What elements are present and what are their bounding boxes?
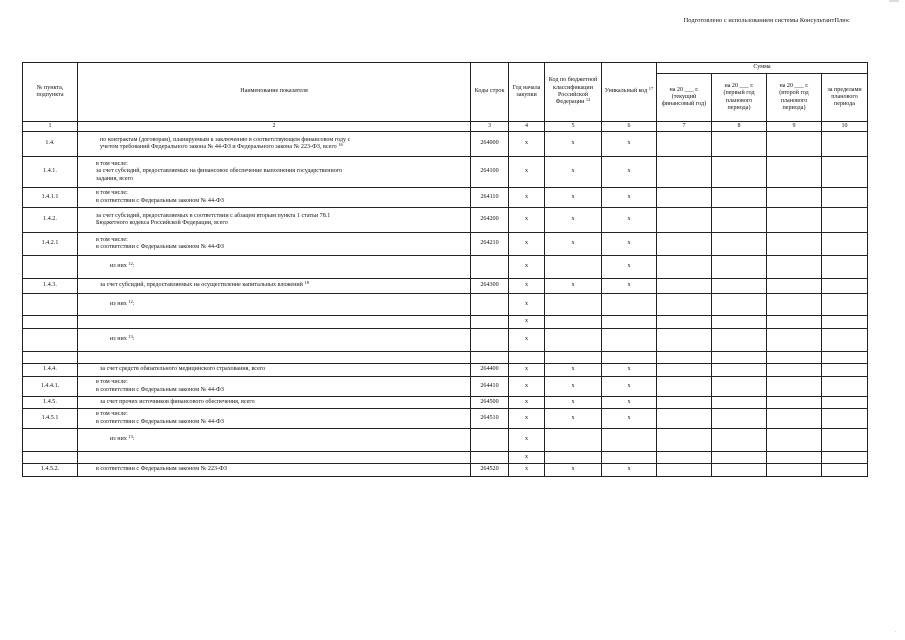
sum-input-cell: [822, 377, 868, 397]
sum-input-cell: [712, 377, 767, 397]
year-cell: x: [509, 464, 545, 477]
col-header-year: Год начала закупки: [509, 63, 545, 122]
sum-input-cell: [657, 157, 712, 188]
table-row: [23, 157, 868, 188]
unique-code-cell: x: [602, 132, 657, 157]
kbk-cell: x: [545, 233, 602, 256]
year-cell: x: [509, 329, 545, 352]
sum-input-cell: [657, 279, 712, 294]
indicator-name: [78, 233, 471, 256]
row-code: 264110: [471, 188, 509, 208]
year-cell: x: [509, 208, 545, 233]
unique-code-cell: x: [602, 157, 657, 188]
sum-input-cell: [822, 208, 868, 233]
col-header-current-year: на 20 ___ г. (текущий финансовый год): [657, 74, 712, 122]
indicator-name: [78, 377, 471, 397]
sum-input-cell: [767, 452, 822, 464]
row-number: [23, 329, 78, 352]
table-row: [23, 208, 868, 233]
sum-input-cell: [712, 188, 767, 208]
year-cell: x: [509, 188, 545, 208]
indicator-name-line: [80, 237, 468, 244]
unique-code-cell: [602, 352, 657, 364]
indicator-name: [78, 132, 471, 157]
indicator-name-line: [80, 220, 468, 227]
sum-input-cell: [822, 132, 868, 157]
sum-input-cell: [712, 429, 767, 452]
sum-input-cell: [822, 464, 868, 477]
indicator-name: [78, 316, 471, 329]
report-table: [22, 62, 868, 477]
year-cell: x: [509, 409, 545, 429]
prepared-by-note: Подготовлено с использованием системы КонсультантПлюс: [683, 17, 850, 24]
indicator-name-text: в том числе:: [96, 411, 128, 418]
unique-code-cell: x: [602, 364, 657, 377]
year-cell: x: [509, 279, 545, 294]
col-header-name: Наименование показателя: [78, 63, 471, 122]
sum-input-cell: [822, 329, 868, 352]
sum-input-cell: [657, 377, 712, 397]
indicator-name-text: по контрактам (договорам), планируемым к заключению в соответствующем финансовом году с: [100, 136, 351, 143]
kbk-cell: x: [545, 279, 602, 294]
indicator-name-line: [80, 190, 468, 197]
unique-code-cell: x: [602, 409, 657, 429]
row-code: 264410: [471, 377, 509, 397]
sum-input-cell: [767, 329, 822, 352]
sum-input-cell: [767, 409, 822, 429]
table-row: [23, 397, 868, 409]
sum-input-cell: [822, 157, 868, 188]
kbk-footnote: 12: [585, 97, 591, 103]
footnote-mark: 13: [128, 434, 133, 440]
row-code: 264210: [471, 233, 509, 256]
indicator-name-text: в соответствии с Федеральным законом № 44-ФЗ: [96, 418, 224, 425]
sum-input-cell: [822, 409, 868, 429]
indicator-name: [78, 294, 471, 316]
table-row: [23, 188, 868, 208]
column-index-cell: 2: [78, 122, 471, 132]
unique-code-cell: [602, 329, 657, 352]
year-cell: x: [509, 132, 545, 157]
sum-input-cell: [767, 233, 822, 256]
table-head: [23, 63, 868, 132]
indicator-name: [78, 409, 471, 429]
indicator-name-line: [80, 144, 468, 151]
sum-input-cell: [767, 397, 822, 409]
indicator-name-line: [80, 168, 468, 175]
indicator-name-text: задания, всего: [96, 175, 134, 182]
col-header-num: № пункта, подпункта: [23, 63, 78, 122]
col-header-beyond-plan: за пределами планового периода: [822, 74, 868, 122]
unique-code-cell: [602, 294, 657, 316]
sum-input-cell: [822, 352, 868, 364]
scan-artifact: [889, 0, 899, 2]
sum-input-cell: [712, 256, 767, 279]
row-code: [471, 294, 509, 316]
sum-input-cell: [822, 452, 868, 464]
indicator-name-text: за счет субсидий, предоставляемых на финансовое обеспечение выполнения государственного: [96, 168, 343, 175]
indicator-name-text: в соответствии с Федеральным законом № 44-ФЗ: [96, 386, 224, 393]
row-code: 264510: [471, 409, 509, 429]
indicator-name-text: из них: [110, 300, 127, 307]
year-cell: x: [509, 294, 545, 316]
sum-input-cell: [767, 188, 822, 208]
indicator-name: [78, 157, 471, 188]
sum-input-cell: [657, 464, 712, 477]
table-row: [23, 294, 868, 316]
unique-code-cell: x: [602, 397, 657, 409]
sum-input-cell: [767, 132, 822, 157]
indicator-name: [78, 429, 471, 452]
kbk-cell: x: [545, 364, 602, 377]
column-index-row: [23, 122, 868, 132]
indicator-name-text: в соответствии с Федеральным законом № 44-ФЗ: [96, 244, 224, 250]
indicator-name-line: [80, 379, 468, 386]
indicator-name-text: в соответствии с Федеральным законом № 223-ФЗ: [96, 466, 227, 473]
indicator-name-text: за счет субсидий, предоставляемых на осуществление капитальных вложений: [100, 282, 303, 289]
row-code: [471, 329, 509, 352]
footnote-mark: 16: [338, 142, 343, 147]
row-code: 264500: [471, 397, 509, 409]
kbk-cell: x: [545, 409, 602, 429]
indicator-name-text: за счет средств обязательного медицинского страхования, всего: [100, 366, 266, 373]
table-body: [23, 132, 868, 477]
column-index-cell: 5: [545, 122, 602, 132]
row-code: [471, 452, 509, 464]
indicator-name-line: [80, 387, 468, 394]
row-number: 1.4.4.: [23, 364, 78, 377]
indicator-name-line: [80, 176, 468, 183]
sum-input-cell: [822, 188, 868, 208]
row-code: 264300: [471, 279, 509, 294]
sum-input-cell: [767, 208, 822, 233]
sum-input-cell: [767, 464, 822, 477]
indicator-name-line: [80, 366, 468, 373]
indicator-name-line: [80, 213, 468, 220]
sum-input-cell: [657, 132, 712, 157]
column-index-cell: 9: [767, 122, 822, 132]
sum-input-cell: [822, 397, 868, 409]
indicator-name-text: в том числе:: [96, 161, 128, 168]
sum-input-cell: [822, 429, 868, 452]
sum-input-cell: [822, 294, 868, 316]
sum-input-cell: [767, 294, 822, 316]
sum-input-cell: [657, 409, 712, 429]
sum-input-cell: [712, 452, 767, 464]
kbk-cell: x: [545, 188, 602, 208]
row-number: 1.4.2.1: [23, 233, 78, 256]
year-cell: x: [509, 316, 545, 329]
unique-code-cell: [602, 429, 657, 452]
indicator-name-text: в том числе:: [96, 236, 128, 243]
indicator-name-line: [80, 282, 468, 289]
footnote-mark: 12: [128, 298, 133, 304]
indicator-name: [78, 364, 471, 377]
kbk-cell: x: [545, 377, 602, 397]
indicator-name: [78, 279, 471, 294]
unique-code-label: Уникальный код: [604, 88, 648, 95]
kbk-cell: [545, 452, 602, 464]
row-code: [471, 316, 509, 329]
footnote-mark: 12: [128, 261, 133, 267]
row-number: [23, 352, 78, 364]
table-row: [23, 132, 868, 157]
col-header-plan-year-2: на 20 ___ г. (второй год планового периода): [767, 74, 822, 122]
indicator-name: [78, 464, 471, 477]
sum-input-cell: [767, 429, 822, 452]
table-row: [23, 233, 868, 256]
table-row: [23, 329, 868, 352]
kbk-cell: [545, 329, 602, 352]
indicator-name-text: учетом требований Федерального закона № 44-ФЗ и Федерального закона № 223-ФЗ, всего: [100, 144, 337, 150]
footnote-mark: 18: [304, 280, 309, 286]
table-row: [23, 377, 868, 397]
sum-input-cell: [712, 409, 767, 429]
column-index-cell: 8: [712, 122, 767, 132]
sum-input-cell: [712, 397, 767, 409]
sum-input-cell: [822, 256, 868, 279]
row-code: 264200: [471, 208, 509, 233]
indicator-name-text: из них: [110, 263, 127, 270]
sum-input-cell: [712, 352, 767, 364]
sum-input-cell: [657, 208, 712, 233]
indicator-name-line: [80, 419, 468, 426]
indicator-name: [78, 256, 471, 279]
column-index-cell: 7: [657, 122, 712, 132]
sum-input-cell: [712, 316, 767, 329]
kbk-cell: x: [545, 464, 602, 477]
sum-input-cell: [712, 464, 767, 477]
indicator-name: [78, 329, 471, 352]
year-cell: x: [509, 364, 545, 377]
unique-code-cell: x: [602, 256, 657, 279]
sum-input-cell: [712, 364, 767, 377]
sum-input-cell: [767, 256, 822, 279]
indicator-name-line: [80, 466, 468, 473]
kbk-cell: x: [545, 397, 602, 409]
sum-input-cell: [712, 294, 767, 316]
sum-input-cell: [767, 279, 822, 294]
indicator-name-text: в соответствии с Федеральным законом № 44-ФЗ: [96, 197, 224, 204]
indicator-name-line: [80, 244, 468, 251]
row-number: 1.4.1.1: [23, 188, 78, 208]
unique-code-cell: [602, 452, 657, 464]
scan-corner-mark: ·: [894, 628, 897, 636]
kbk-cell: [545, 352, 602, 364]
indicator-name-line: из них $^{12}$:: [110, 261, 135, 270]
unique-code-cell: x: [602, 233, 657, 256]
indicator-name-line: [80, 399, 468, 406]
sum-input-cell: [712, 132, 767, 157]
row-number: [23, 256, 78, 279]
table-row: [23, 316, 868, 329]
kbk-cell: x: [545, 132, 602, 157]
column-index-cell: 10: [822, 122, 868, 132]
sum-input-cell: [657, 233, 712, 256]
year-cell: [509, 352, 545, 364]
indicator-name-text: Бюджетного кодекса Российской Федерации, всего: [96, 220, 228, 226]
sum-input-cell: [657, 429, 712, 452]
row-number: [23, 316, 78, 329]
col-header-sum: Сумма: [657, 63, 868, 74]
sum-input-cell: [712, 233, 767, 256]
indicator-name-text: из них: [110, 436, 127, 443]
row-code: [471, 256, 509, 279]
kbk-cell: x: [545, 157, 602, 188]
year-cell: x: [509, 429, 545, 452]
unique-code-cell: x: [602, 377, 657, 397]
row-code: 264100: [471, 157, 509, 188]
col-header-kbk: [545, 63, 602, 122]
table-row: [23, 429, 868, 452]
indicator-name-line: [80, 137, 468, 144]
table-row: [23, 409, 868, 429]
indicator-name-text: в том числе:: [96, 190, 128, 197]
indicator-name-line: из них $^{13}$:: [110, 334, 135, 343]
sum-input-cell: [657, 256, 712, 279]
sum-input-cell: [657, 188, 712, 208]
sum-input-cell: [712, 279, 767, 294]
table-row: [23, 279, 868, 294]
unique-code-cell: x: [602, 279, 657, 294]
kbk-cell: [545, 256, 602, 279]
indicator-name-line: из них $^{13}$:: [110, 434, 135, 443]
column-index-cell: 6: [602, 122, 657, 132]
sum-input-cell: [822, 279, 868, 294]
unique-code-footnote: 17: [648, 86, 654, 92]
row-number: 1.4.5.: [23, 397, 78, 409]
row-code: [471, 352, 509, 364]
indicator-name-line: [80, 198, 468, 205]
sum-input-cell: [822, 364, 868, 377]
row-code: 264520: [471, 464, 509, 477]
col-header-unique-code: [602, 63, 657, 122]
sum-input-cell: [712, 157, 767, 188]
sum-input-cell: [657, 364, 712, 377]
row-number: [23, 294, 78, 316]
kbk-cell: x: [545, 208, 602, 233]
sum-input-cell: [657, 329, 712, 352]
row-number: [23, 429, 78, 452]
row-code: 264000: [471, 132, 509, 157]
row-number: 1.4.1.: [23, 157, 78, 188]
sum-input-cell: [767, 352, 822, 364]
row-number: [23, 452, 78, 464]
sum-input-cell: [767, 377, 822, 397]
sum-input-cell: [657, 352, 712, 364]
sum-input-cell: [657, 452, 712, 464]
sum-input-cell: [767, 157, 822, 188]
indicator-name-line: из них $^{12}$:: [110, 298, 135, 307]
unique-code-cell: [602, 316, 657, 329]
kbk-label: Код по бюджетной классификации Российской Федерации: [548, 77, 598, 106]
unique-code-cell: x: [602, 208, 657, 233]
sum-input-cell: [822, 316, 868, 329]
kbk-cell: [545, 316, 602, 329]
sum-input-cell: [712, 208, 767, 233]
year-cell: x: [509, 256, 545, 279]
row-number: 1.4.2.: [23, 208, 78, 233]
indicator-name-text: за счет субсидий, предоставляемых в соответствии с абзацем вторым пункта 1 статьи 78.1: [96, 212, 331, 219]
footnote-mark: 13: [128, 334, 133, 340]
year-cell: x: [509, 452, 545, 464]
unique-code-cell: x: [602, 188, 657, 208]
table-row: [23, 352, 868, 364]
indicator-name-text: за счет прочих источников финансового обеспечения, всего: [100, 398, 255, 405]
row-number: 1.4.3.: [23, 279, 78, 294]
year-cell: x: [509, 157, 545, 188]
indicator-name: [78, 188, 471, 208]
year-cell: x: [509, 377, 545, 397]
kbk-cell: [545, 429, 602, 452]
sum-input-cell: [767, 364, 822, 377]
row-number: 1.4.: [23, 132, 78, 157]
table-row: [23, 452, 868, 464]
column-index-cell: 4: [509, 122, 545, 132]
year-cell: x: [509, 397, 545, 409]
row-code: [471, 429, 509, 452]
sum-input-cell: [657, 294, 712, 316]
indicator-name-line: [80, 411, 468, 418]
indicator-name: [78, 452, 471, 464]
year-cell: x: [509, 233, 545, 256]
indicator-name-text: в том числе:: [96, 379, 128, 386]
row-number: 1.4.5.1: [23, 409, 78, 429]
row-number: 1.4.5.2.: [23, 464, 78, 477]
sum-input-cell: [767, 316, 822, 329]
table-row: [23, 464, 868, 477]
unique-code-cell: x: [602, 464, 657, 477]
kbk-cell: [545, 294, 602, 316]
row-code: 264400: [471, 364, 509, 377]
indicator-name: [78, 352, 471, 364]
sum-input-cell: [657, 397, 712, 409]
sum-input-cell: [822, 233, 868, 256]
indicator-name: [78, 397, 471, 409]
table-row: [23, 256, 868, 279]
table-row: [23, 364, 868, 377]
column-index-cell: 3: [471, 122, 509, 132]
sum-input-cell: [712, 329, 767, 352]
col-header-plan-year-1: на 20 ___ г. (первый год планового периода): [712, 74, 767, 122]
indicator-name-text: из них: [110, 336, 127, 343]
sum-input-cell: [657, 316, 712, 329]
indicator-name: [78, 208, 471, 233]
column-index-cell: 1: [23, 122, 78, 132]
row-number: 1.4.4.1.: [23, 377, 78, 397]
col-header-codes: Коды строк: [471, 63, 509, 122]
